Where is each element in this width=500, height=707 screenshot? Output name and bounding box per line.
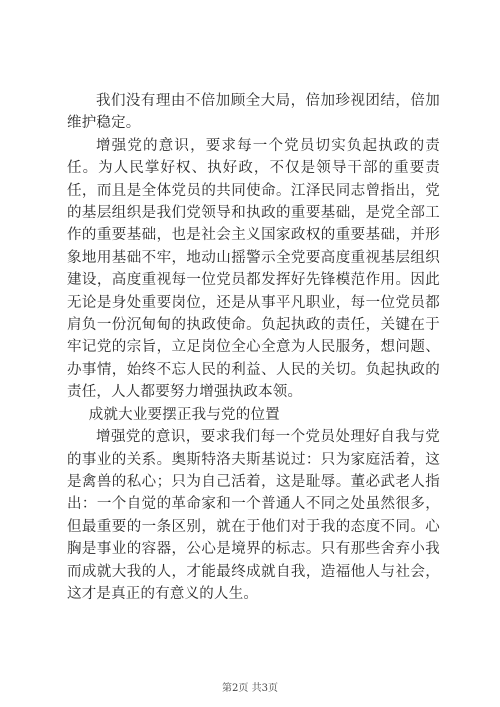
paragraph-stability: 我们没有理由不倍加顾全大局，倍加珍视团结，倍加维护稳定。 bbox=[67, 93, 440, 132]
paragraph-governing-responsibility: 增强党的意识，要求每一个党员切实负起执政的责任。为人民掌好权、执好政，不仅是领导干部的重要责任，而且是全体党员的共同使命。江泽民同志曾指出，党的基层组织是我们党领导和执政的重要基础，是党全部工作的重要基础，也是社会主义国家政权的重要基础，并形象地用基础不牢，地动山摇警示全党要高度重视基层组织建设，高度重视每一位党员都发挥好先锋模范作用。因此无论是身处重要岗位，还是从事平凡职业，每一位党员都肩负一份沉甸甸的执政使命。负起执政的责任，关键在于牢记党的宗旨，立足岗位全心全意为人民服务，想问题、办事情，始终不忘人民的利益、人民的关切。负起执政的责任，人人都要努力增强执政本领。 bbox=[67, 137, 440, 401]
paragraph-self-and-party: 增强党的意识，要求我们每一个党员处理好自我与党的事业的关系。奥斯特洛夫斯基说过：只为家庭活着，这是禽兽的私心；只为自己活着，这是耻辱。董必武老人指出：一个自觉的革命家和一个普通人不同之处虽然很多，但最重要的一条区别，就在于他们对于我的态度不同。心胸是事业的容器，公心是境界的标志。只有那些舍弃小我而成就大我的人，才能最终成就自我，造福他人与社会，这才是真正的有意义的人生。 bbox=[67, 429, 440, 602]
section-heading: 成就大业要摆正我与党的位置 bbox=[88, 406, 280, 423]
document-body bbox=[67, 90, 440, 605]
page-number-footer: 第2页 共3页 bbox=[222, 683, 278, 694]
